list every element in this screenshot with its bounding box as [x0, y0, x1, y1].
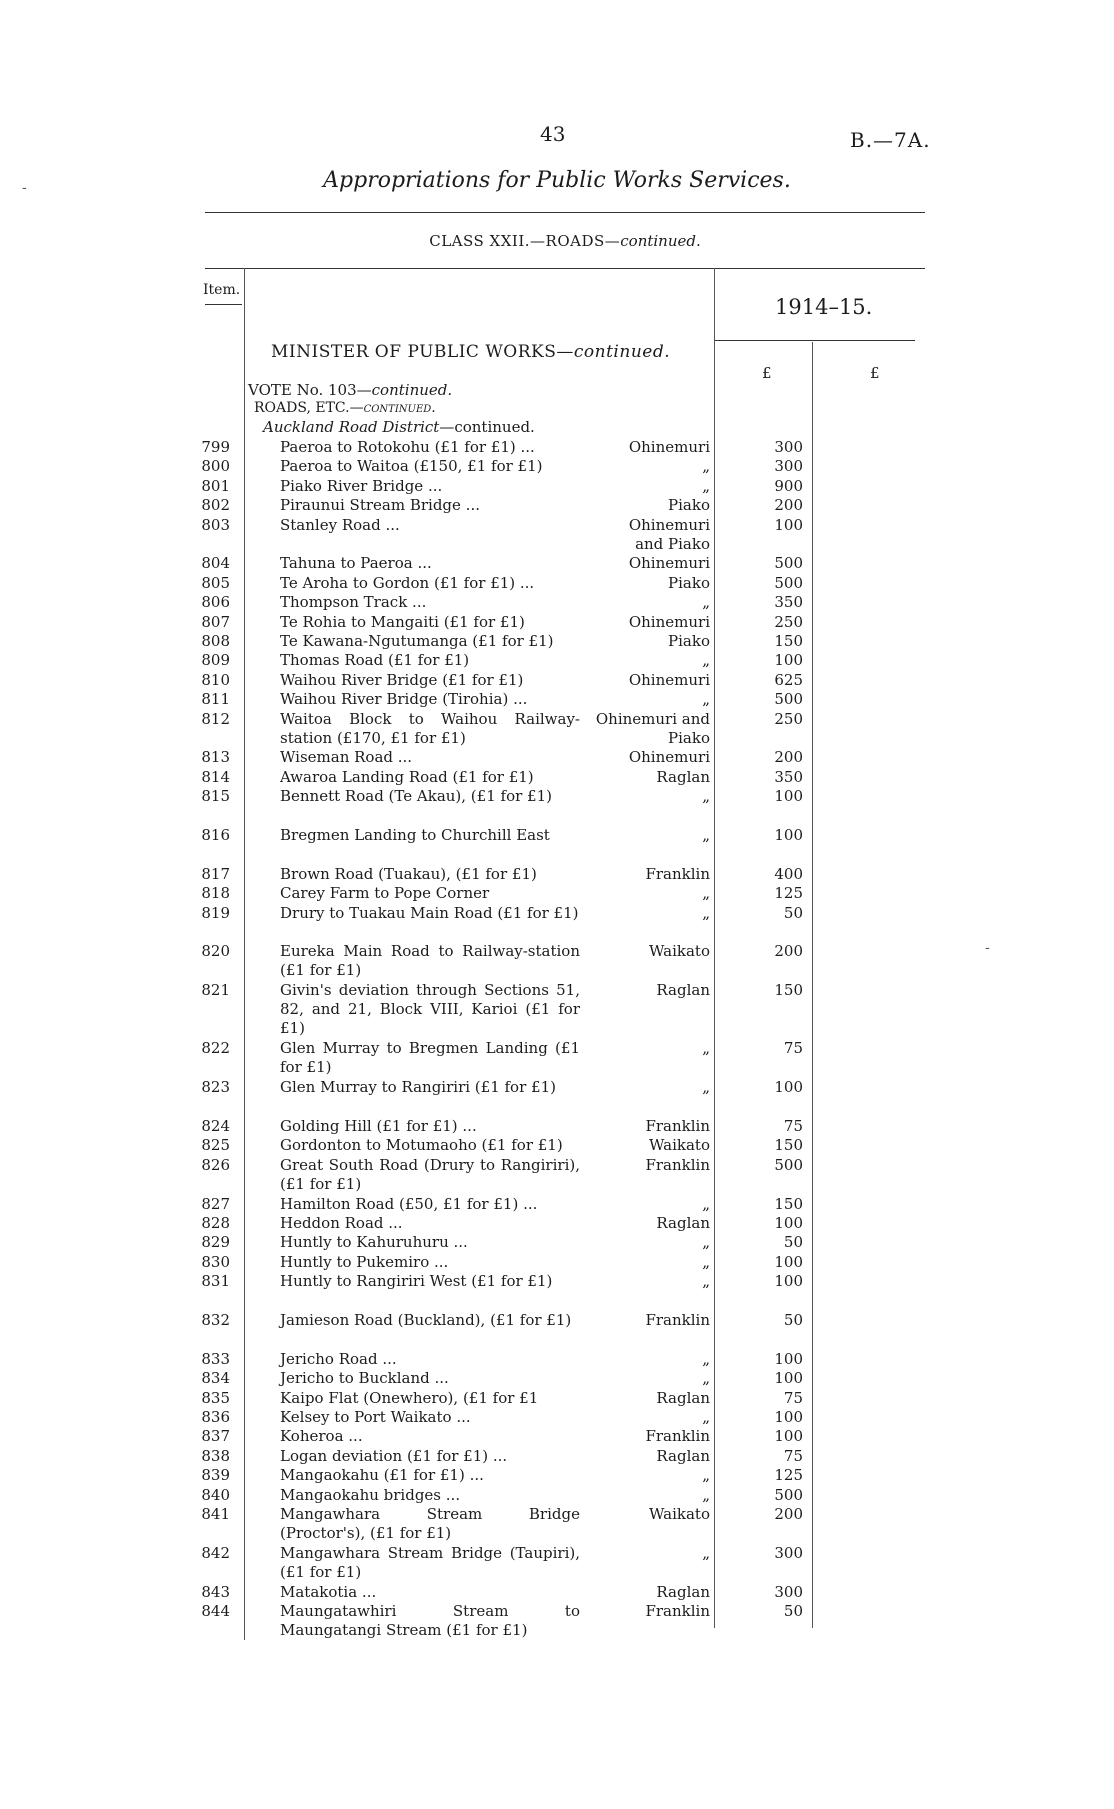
electorate: Franklin — [645, 1311, 710, 1329]
margin-mark-right: - — [985, 940, 990, 956]
item-number: 824 — [201, 1117, 230, 1135]
electorate: Franklin — [645, 864, 710, 883]
item-description: Piraunui Stream Bridge ... — [280, 496, 480, 515]
pound-column-header-2: £ — [870, 364, 880, 382]
amount: 150 — [774, 1194, 803, 1213]
item-description: Hamilton Road (£50, £1 for £1) ... — [280, 1194, 538, 1213]
item-number: 815 — [201, 787, 230, 806]
item-number: 816 — [201, 826, 230, 844]
item-number: 818 — [201, 884, 230, 903]
item-description: Thompson Track ... — [280, 593, 427, 612]
minister-heading — [271, 342, 670, 362]
item-description: Huntly to Pukemiro ... — [280, 1252, 449, 1271]
amount: 300 — [774, 1582, 803, 1601]
item-column-divider — [244, 268, 245, 1640]
electorate: Ohinemuri — [628, 554, 710, 573]
amount: 100 — [774, 515, 803, 534]
electorate: Piako — [668, 632, 710, 650]
amount: 50 — [783, 903, 803, 922]
item-number: 802 — [201, 496, 230, 515]
item-description: Bennett Road (Te Akau), (£1 for £1) — [280, 787, 552, 806]
electorate: „ — [702, 787, 710, 806]
amount: 350 — [774, 767, 803, 786]
amount: 100 — [774, 1078, 803, 1097]
year-header-rule — [715, 340, 915, 341]
class-heading — [205, 232, 925, 250]
amount: 300 — [774, 438, 803, 456]
amount: 75 — [783, 1388, 803, 1407]
title-rule — [205, 212, 925, 213]
item-number: 800 — [201, 457, 230, 476]
electorate: Raglan — [656, 767, 710, 786]
electorate: „ — [702, 1408, 710, 1426]
minister-heading-text: MINISTER OF PUBLIC WORKS— — [271, 342, 574, 362]
electorate: Raglan — [656, 1582, 710, 1601]
page-number: 43 — [540, 122, 566, 146]
electorate: „ — [702, 457, 710, 476]
item-number: 834 — [201, 1369, 230, 1388]
electorate: „ — [702, 651, 710, 670]
item-description: Piako River Bridge ... — [280, 476, 443, 495]
item-description: Waihou River Bridge (Tirohia) ... — [280, 690, 528, 709]
item-description: Drury to Tuakau Main Road (£1 for £1) — [280, 903, 579, 922]
item-number: 810 — [201, 670, 230, 689]
amount: 100 — [774, 1369, 803, 1388]
electorate: Piako — [668, 573, 710, 592]
electorate: Raglan — [656, 1446, 710, 1465]
class-heading-text: CLASS XXII.—ROADS— — [429, 232, 621, 250]
vote-heading — [248, 381, 452, 399]
electorate: Franklin — [645, 1602, 710, 1620]
pound-column-header-1: £ — [762, 364, 772, 382]
item-number: 821 — [201, 981, 230, 1000]
item-description: Eureka Main Road to Railway-station (£1 for £1) — [280, 942, 580, 980]
item-number: 825 — [201, 1136, 230, 1155]
item-number: 799 — [201, 438, 230, 456]
electorate: Waikato — [649, 942, 710, 961]
item-number: 811 — [201, 690, 230, 709]
item-number: 804 — [201, 554, 230, 573]
item-number: 808 — [201, 632, 230, 650]
item-number: 842 — [201, 1543, 230, 1562]
item-number: 841 — [201, 1505, 230, 1523]
item-description: Paeroa to Waitoa (£150, £1 for £1) — [280, 457, 543, 476]
item-number: 813 — [201, 748, 230, 767]
margin-mark-left: - — [22, 180, 27, 196]
electorate: „ — [702, 1369, 710, 1388]
item-description: Maungatawhiri Stream to Maungatangi Stream (£1 for £1) — [280, 1602, 580, 1639]
amount: 500 — [774, 554, 803, 573]
electorate: „ — [702, 1466, 710, 1485]
item-description: Logan deviation (£1 for £1) ... — [280, 1446, 508, 1465]
electorate: Ohinemuri — [628, 438, 710, 456]
document-reference: B.—7A. — [850, 128, 931, 152]
item-description: Glen Murray to Bregmen Landing (£1 for £1) — [280, 1039, 580, 1077]
vote-heading-text: VOTE No. 103— — [248, 381, 372, 399]
electorate: „ — [702, 593, 710, 612]
district-heading — [263, 418, 535, 436]
item-description: Te Kawana-Ngutumanga (£1 for £1) — [280, 632, 554, 650]
electorate: Waikato — [649, 1505, 710, 1523]
amount: 100 — [774, 1252, 803, 1271]
amount-column-divider — [714, 268, 715, 1628]
amount: 150 — [774, 1136, 803, 1155]
item-number: 836 — [201, 1408, 230, 1426]
item-description: Mangawhara Stream Bridge (Proctor's), (£1 for £1) — [280, 1505, 580, 1542]
electorate: „ — [702, 826, 710, 844]
item-number: 812 — [201, 709, 230, 728]
vote-heading-continued: continued. — [371, 381, 453, 399]
electorate: Piako — [668, 496, 710, 515]
item-description: Glen Murray to Rangiriri (£1 for £1) — [280, 1078, 556, 1097]
item-number: 828 — [201, 1214, 230, 1232]
amount: 75 — [783, 1446, 803, 1465]
electorate: Raglan — [656, 1388, 710, 1407]
item-number: 805 — [201, 573, 230, 592]
electorate: Ohinemuri — [628, 612, 710, 631]
page-title: Appropriations for Public Works Services. — [323, 168, 791, 193]
electorate: „ — [702, 1485, 710, 1504]
item-number: 826 — [201, 1155, 230, 1174]
item-number: 840 — [201, 1485, 230, 1504]
item-number: 801 — [201, 476, 230, 495]
electorate: Ohinemuri and Piako — [595, 709, 710, 747]
electorate: Raglan — [656, 1214, 710, 1232]
amount: 50 — [783, 1602, 803, 1620]
total-column-divider — [812, 342, 813, 1628]
item-number: 814 — [201, 767, 230, 786]
electorate: Raglan — [656, 981, 710, 1000]
amount: 100 — [774, 1272, 803, 1291]
electorate: „ — [702, 476, 710, 495]
item-description: Jericho to Buckland ... — [280, 1369, 449, 1388]
item-number: 817 — [201, 864, 230, 883]
amount: 100 — [774, 1408, 803, 1426]
amount: 50 — [783, 1311, 803, 1329]
electorate: „ — [702, 1039, 710, 1058]
item-description: Golding Hill (£1 for £1) ... — [280, 1117, 477, 1135]
item-description: Gordonton to Motumaoho (£1 for £1) — [280, 1136, 563, 1155]
electorate: „ — [702, 1349, 710, 1368]
amount: 500 — [774, 573, 803, 592]
item-number: 820 — [201, 942, 230, 961]
electorate: „ — [702, 690, 710, 709]
item-description: Givin's deviation through Sections 51, 82, and 21, Block VIII, Karioi (£1 for £1) — [280, 981, 580, 1038]
class-heading-continued: continued. — [620, 232, 701, 250]
item-description: Tahuna to Paeroa ... — [280, 554, 432, 573]
item-description: Great South Road (Drury to Rangiriri), (£1 for £1) — [280, 1155, 580, 1193]
district-heading-continued: —continued. — [439, 418, 535, 436]
item-header-underline — [205, 304, 242, 305]
amount: 500 — [774, 1485, 803, 1504]
amount: 100 — [774, 826, 803, 844]
amount: 200 — [774, 942, 803, 961]
amount: 500 — [774, 1155, 803, 1174]
amount: 75 — [783, 1039, 803, 1058]
electorate: „ — [702, 1078, 710, 1097]
item-description: Thomas Road (£1 for £1) — [280, 651, 470, 670]
amount: 75 — [783, 1117, 803, 1135]
item-description: Stanley Road ... — [280, 515, 400, 534]
item-number: 822 — [201, 1039, 230, 1058]
item-description: Paeroa to Rotokohu (£1 for £1) ... — [280, 438, 535, 456]
amount: 500 — [774, 690, 803, 709]
amount: 250 — [774, 612, 803, 631]
electorate: „ — [702, 1272, 710, 1291]
electorate: Waikato — [649, 1136, 710, 1155]
electorate: Ohinemuri and Piako — [628, 515, 710, 553]
district-heading-text: Auckland Road District — [263, 418, 440, 436]
item-description: Brown Road (Tuakau), (£1 for £1) — [280, 864, 537, 883]
amount: 300 — [774, 1543, 803, 1562]
electorate: „ — [702, 884, 710, 903]
item-description: Kelsey to Port Waikato ... — [280, 1408, 471, 1426]
amount: 300 — [774, 457, 803, 476]
item-number: 843 — [201, 1582, 230, 1601]
electorate: „ — [702, 1194, 710, 1213]
amount: 150 — [774, 632, 803, 650]
item-number: 803 — [201, 515, 230, 534]
amount: 400 — [774, 864, 803, 883]
item-number: 831 — [201, 1272, 230, 1291]
item-description: Te Rohia to Mangaiti (£1 for £1) — [280, 612, 525, 631]
item-number: 835 — [201, 1388, 230, 1407]
item-description: Te Aroha to Gordon (£1 for £1) ... — [280, 573, 535, 592]
item-description: Huntly to Rangiriri West (£1 for £1) — [280, 1272, 553, 1291]
amount: 100 — [774, 651, 803, 670]
item-number: 819 — [201, 903, 230, 922]
amount: 900 — [774, 476, 803, 495]
amount: 100 — [774, 1214, 803, 1232]
item-number: 833 — [201, 1349, 230, 1368]
item-number: 838 — [201, 1446, 230, 1465]
electorate: Franklin — [645, 1117, 710, 1135]
item-description: Jamieson Road (Buckland), (£1 for £1) — [280, 1311, 572, 1329]
item-number: 829 — [201, 1233, 230, 1252]
item-number: 830 — [201, 1252, 230, 1271]
amount: 100 — [774, 1427, 803, 1446]
amount: 200 — [774, 496, 803, 515]
item-number: 823 — [201, 1078, 230, 1097]
amount: 350 — [774, 593, 803, 612]
item-column-header: Item. — [203, 282, 241, 298]
item-description: Wiseman Road ... — [280, 748, 413, 767]
item-number: 832 — [201, 1311, 230, 1329]
item-number: 844 — [201, 1602, 230, 1620]
amount: 100 — [774, 787, 803, 806]
item-number: 807 — [201, 612, 230, 631]
electorate: Ohinemuri — [628, 670, 710, 689]
item-number: 809 — [201, 651, 230, 670]
item-number: 827 — [201, 1194, 230, 1213]
item-description: Kaipo Flat (Onewhero), (£1 for £1 — [280, 1388, 539, 1407]
item-description: Matakotia ... — [280, 1582, 377, 1601]
electorate: Franklin — [645, 1155, 710, 1174]
amount: 250 — [774, 709, 803, 728]
electorate: „ — [702, 1233, 710, 1252]
item-number: 837 — [201, 1427, 230, 1446]
roads-heading-text: ROADS, ETC.— — [254, 400, 364, 416]
item-description: Awaroa Landing Road (£1 for £1) — [280, 767, 534, 786]
amount: 200 — [774, 1505, 803, 1523]
item-description: Mangaokahu (£1 for £1) ... — [280, 1466, 484, 1485]
item-description: Carey Farm to Pope Corner — [280, 884, 490, 903]
electorate: „ — [702, 1543, 710, 1562]
item-description: Mangaokahu bridges ... — [280, 1485, 461, 1504]
item-number: 806 — [201, 593, 230, 612]
electorate: Ohinemuri — [628, 748, 710, 767]
year-column-header: 1914–15. — [775, 295, 873, 319]
amount: 125 — [774, 1466, 803, 1485]
roads-heading-continued: continued. — [363, 400, 436, 416]
item-description: Jericho Road ... — [280, 1349, 397, 1368]
item-number: 839 — [201, 1466, 230, 1485]
table-top-rule — [205, 268, 925, 269]
item-description: Bregmen Landing to Churchill East — [280, 826, 550, 844]
item-description: Mangawhara Stream Bridge (Taupiri), (£1 for £1) — [280, 1543, 580, 1581]
item-description: Koheroa ... — [280, 1427, 363, 1446]
amount: 150 — [774, 981, 803, 1000]
electorate: „ — [702, 1252, 710, 1271]
minister-heading-continued: continued. — [573, 342, 671, 362]
item-description: Huntly to Kahuruhuru ... — [280, 1233, 468, 1252]
amount: 125 — [774, 884, 803, 903]
amount: 200 — [774, 748, 803, 767]
electorate: „ — [702, 903, 710, 922]
electorate: Franklin — [645, 1427, 710, 1446]
amount: 100 — [774, 1349, 803, 1368]
roads-heading — [254, 400, 436, 416]
amount: 50 — [783, 1233, 803, 1252]
item-description: Waitoa Block to Waihou Railway-station (£170, £1 for £1) — [280, 709, 580, 747]
item-description: Waihou River Bridge (£1 for £1) — [280, 670, 524, 689]
amount: 625 — [774, 670, 803, 689]
item-description: Heddon Road ... — [280, 1214, 403, 1232]
